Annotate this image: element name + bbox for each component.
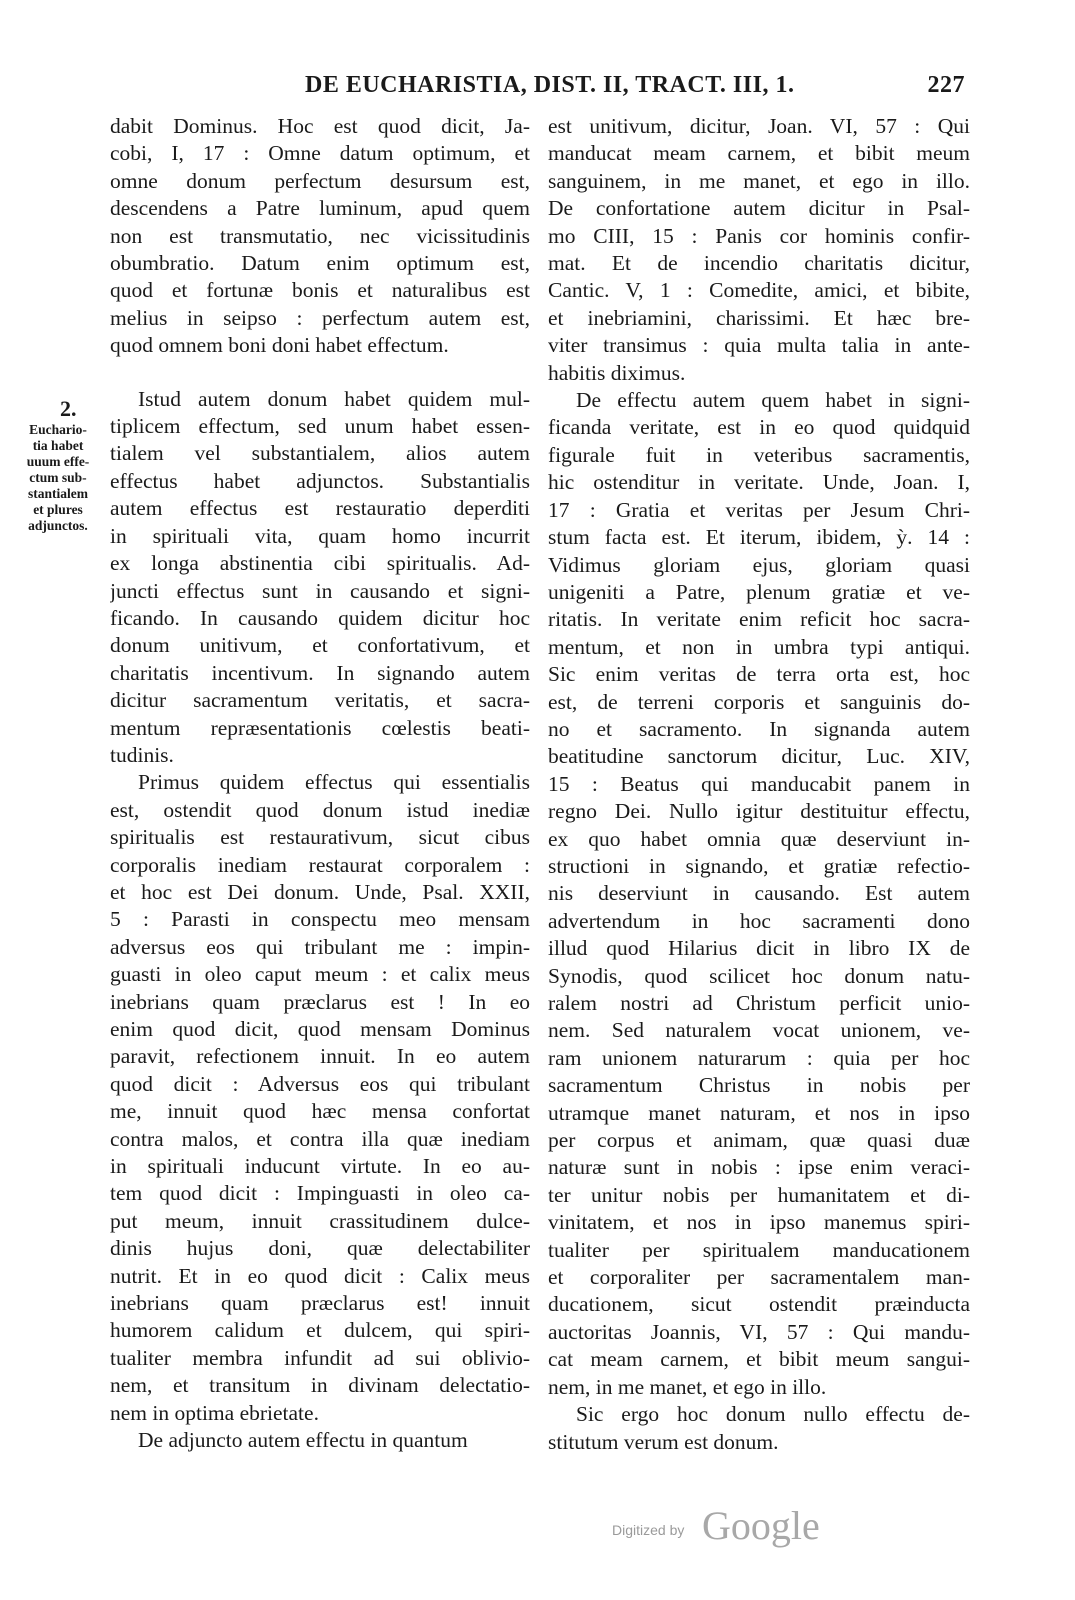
text-line: mentum, et non in umbra typi antiqui.	[548, 634, 970, 659]
text-line: ram unionem naturarum : quia per hoc	[548, 1045, 970, 1070]
text-line: ritatis. In veritate enim reficit hoc sacra-	[548, 607, 970, 632]
text-line: Cantic. V, 1 : Comedite, amici, et bibite,	[548, 278, 970, 303]
text-line: nem, et transitum in divinam delectatio-	[110, 1373, 530, 1398]
text-line: autem effectus est restauratio deperditi	[110, 496, 530, 521]
text-line: advertendum in hoc sacramenti dono	[548, 908, 970, 933]
text-line: manducat meam carnem, et bibit meum	[548, 141, 970, 166]
margin-note-line: et plures	[33, 502, 83, 517]
text-line: sanguinem, in me manet, et ego in illo.	[548, 168, 970, 193]
text-line: Vidimus gloriam ejus, gloriam quasi	[548, 552, 970, 577]
text-line: stum facta est. Et iterum, ibidem, ỳ. 14 :	[548, 525, 970, 550]
text-line: ficanda veritate, est in eo quod quidquid	[548, 415, 970, 440]
text-line: unigeniti a Patre, plenum gratiæ et ve-	[548, 579, 970, 604]
text-line: adversus eos qui tribulant me : impin-	[110, 934, 530, 959]
running-title: DE EUCHARISTIA, DIST. II, TRACT. III, 1.	[305, 72, 795, 98]
text-line: De confortatione autem dicitur in Psal-	[548, 196, 970, 221]
text-line: put meum, innuit crassitudinem dulce-	[110, 1208, 530, 1233]
text-line: me, innuit quod hæc mensa confortat	[110, 1099, 530, 1124]
text-line: Sic ergo hoc donum nullo effectu de-	[576, 1402, 970, 1427]
text-line: melius in seipso : perfectum autem est,	[110, 305, 530, 330]
text-line: hic ostenditur in veritate. Unde, Joan. I,	[548, 470, 970, 495]
text-line: sacramentum Christus in nobis per	[548, 1073, 970, 1098]
text-line: Istud autem donum habet quidem mul-	[138, 386, 530, 411]
text-line: no et sacramento. In signanda autem	[548, 716, 970, 741]
text-line: vinitatem, et nos in ipso manemus spiri-	[548, 1210, 970, 1235]
text-line: tem quod dicit : Impinguasti in oleo ca-	[110, 1181, 530, 1206]
margin-note	[18, 422, 98, 534]
text-line: stitutum verum est donum.	[548, 1429, 779, 1454]
text-line: auctoritas Joannis, VI, 57 : Qui mandu-	[548, 1319, 970, 1344]
text-line: tudinis.	[110, 742, 174, 767]
text-line: naturæ sunt in nobis : ipse enim veraci-	[548, 1155, 970, 1180]
margin-note-line: ctum sub-	[29, 470, 87, 485]
text-line: structioni in signando, et gratiæ refectio-	[548, 853, 970, 878]
text-line: donum unitivum, et confortativum, et	[110, 633, 530, 658]
google-logo: Google	[702, 1503, 820, 1548]
text-line: ducationem, sicut ostendit præinducta	[548, 1292, 970, 1317]
text-line: guasti in oleo caput meum : et calix meus	[110, 962, 530, 987]
text-line: omne donum perfectum desursum est,	[110, 168, 530, 193]
right-text-column	[548, 113, 970, 1456]
text-line: inebrians quam præclarus est ! In eo	[110, 989, 530, 1014]
text-line: ficando. In causando quidem dicitur hoc	[110, 605, 530, 630]
text-line: et corporaliter per sacramentalem man-	[548, 1265, 970, 1290]
text-line: contra malos, et contra illa quæ inediam	[110, 1126, 530, 1151]
text-line: inebrians quam præclarus est! innuit	[110, 1291, 530, 1316]
running-header	[305, 72, 965, 112]
text-line: nem in optima ebrietate.	[110, 1400, 319, 1425]
text-line: viter transimus : quia multa talia in ante-	[548, 333, 970, 358]
text-line: regno Dei. Nullo igitur destituitur effectu,	[548, 799, 970, 824]
text-line: cat meam carnem, et bibit meum sangui-	[548, 1347, 970, 1372]
text-line: mentum repræsentationis cœlestis beati-	[110, 715, 530, 740]
text-line: corporalis inediam restaurat corporalem :	[110, 852, 530, 877]
text-line: De effectu autem quem habet in signi-	[576, 388, 970, 413]
text-line: obumbratio. Datum enim optimum est,	[110, 251, 530, 276]
text-line: spiritualis est restaurativum, sicut cibus	[110, 825, 530, 850]
text-line: et hoc est Dei donum. Unde, Psal. XXII,	[110, 879, 530, 904]
text-line: charitatis incentivum. In signando autem	[110, 660, 530, 685]
text-line: tualiter membra infundit ad sui oblivio-	[110, 1345, 530, 1370]
text-line: beatitudine sanctorum dicitur, Luc. XIV,	[548, 744, 970, 769]
text-line: utramque manet naturam, et nos in ipso	[548, 1100, 970, 1125]
text-line: ralem nostri ad Christum perficit unio-	[548, 991, 970, 1015]
text-line: tualiter per spiritualem manducationem	[548, 1237, 970, 1262]
digitized-by-label: Digitized by	[612, 1522, 685, 1538]
text-line: 5 : Parasti in conspectu meo mensam	[110, 907, 530, 932]
text-line: quod et fortunæ bonis et naturalibus est	[110, 278, 530, 303]
text-line: ter unitur nobis per humanitatem et di-	[548, 1182, 970, 1207]
text-line: tialem vel substantialem, alios autem	[110, 441, 530, 466]
text-line: ex longa abstinentia cibi spiritualis. Ad-	[110, 551, 530, 576]
text-line: enim quod dicit, quod mensam Dominus	[110, 1017, 530, 1041]
margin-note-line: tia habet	[32, 438, 84, 453]
text-line: nem. Sed naturalem vocat unionem, ve-	[548, 1018, 970, 1043]
text-line: est, de terreni corporis et sanguinis do-	[548, 689, 970, 714]
text-line: non est transmutatio, nec vicissitudinis	[110, 223, 530, 248]
text-line: et inebriamini, charissimi. Et hæc bre-	[548, 305, 970, 330]
text-line: est unitivum, dicitur, Joan. VI, 57 : Qui	[548, 114, 970, 138]
page-number: 227	[927, 72, 965, 98]
text-line: mat. Et de incendio charitatis dicitur,	[548, 251, 970, 276]
text-line: est, ostendit quod donum istud inediæ	[110, 797, 530, 822]
text-line: in spirituali inducunt virtute. In eo au-	[110, 1154, 530, 1179]
margin-note-line: uuum effe-	[26, 454, 90, 469]
text-line: illud quod Hilarius dicit in libro IX de	[548, 936, 970, 961]
text-line: paravit, refectionem innuit. In eo autem	[110, 1044, 530, 1069]
text-line: dinis hujus doni, quæ delectabiliter	[110, 1236, 530, 1261]
left-text-column	[110, 113, 530, 1455]
margin-note-line: adjunctos.	[28, 518, 88, 533]
margin-note-line: stantialem	[28, 486, 88, 501]
text-line: 15 : Beatus qui manducabit panem in	[548, 771, 970, 796]
text-line: habitis diximus.	[548, 360, 686, 385]
paragraph-gap	[110, 360, 530, 386]
text-line: ex quo habet omnia quæ deserviunt in-	[548, 826, 970, 851]
text-line: dabit Dominus. Hoc est quod dicit, Ja-	[110, 114, 530, 138]
text-line: De adjuncto autem effectu in quantum	[138, 1428, 468, 1453]
text-line: mo CIII, 15 : Panis cor hominis confir-	[548, 223, 970, 248]
text-line: per corpus et animam, quæ quasi duæ	[548, 1128, 970, 1153]
text-line: dicitur sacramentum veritatis, et sacra-	[110, 688, 530, 713]
text-line: nem, in me manet, et ego in illo.	[548, 1374, 827, 1399]
text-line: tiplicem effectum, sed unum habet essen-	[110, 414, 530, 439]
text-line: descendens a Patre luminum, apud quem	[110, 196, 530, 221]
text-line: Synodis, quod scilicet hoc donum natu-	[548, 963, 970, 988]
text-line: effectus habet adjunctos. Substantialis	[110, 468, 530, 493]
section-number: 2.	[60, 396, 77, 421]
digitization-watermark	[612, 1500, 852, 1560]
text-line: Sic enim veritas de terra orta est, hoc	[548, 662, 970, 687]
text-line: 17 : Gratia et veritas per Jesum Chri-	[548, 497, 970, 522]
text-line: nutrit. Et in eo quod dicit : Calix meus	[110, 1263, 530, 1288]
text-line: Primus quidem effectus qui essentialis	[138, 770, 530, 795]
text-line: quod dicit : Adversus eos qui tribulant	[110, 1071, 530, 1096]
margin-note-line: Euchario-	[29, 422, 87, 437]
text-line: figurale fuit in veteribus sacramentis,	[548, 442, 970, 467]
text-line: in spirituali vita, quam homo incurrit	[110, 523, 530, 548]
text-line: quod omnem boni doni habet effectum.	[110, 333, 449, 358]
text-line: nis deserviunt in causando. Est autem	[548, 881, 970, 906]
text-line: juncti effectus sunt in causando et signi-	[110, 578, 530, 603]
text-line: cobi, I, 17 : Omne datum optimum, et	[110, 141, 530, 166]
text-line: humorem calidum et dulcem, qui spiri-	[110, 1318, 530, 1343]
